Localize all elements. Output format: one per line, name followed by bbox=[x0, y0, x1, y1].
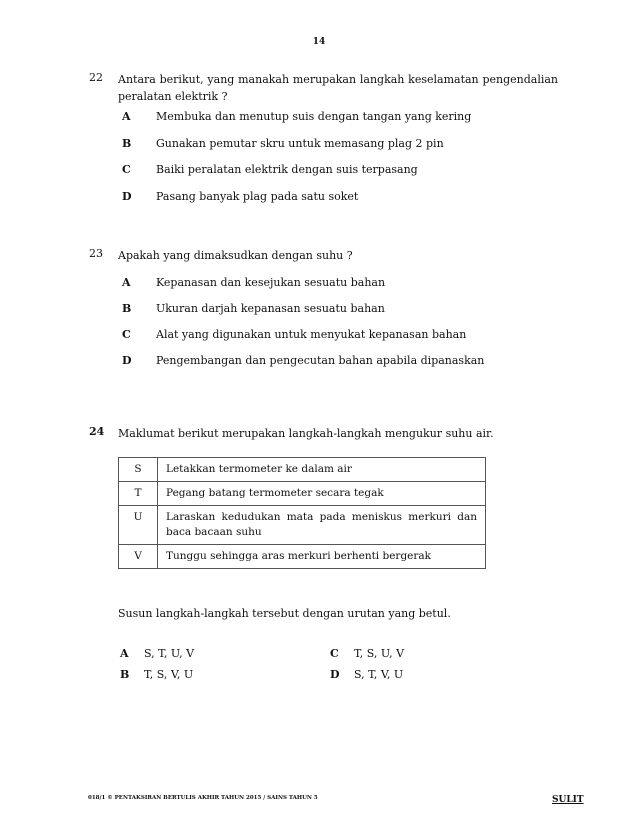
option-letter: B bbox=[122, 302, 132, 315]
question-23-text: Apakah yang dimaksudkan dengan suhu ? bbox=[118, 249, 353, 262]
option-text: Ukuran darjah kepanasan sesuatu bahan bbox=[156, 302, 385, 315]
answer-letter: A bbox=[120, 647, 129, 660]
option-letter: A bbox=[122, 110, 131, 123]
question-22-line-2: peralatan elektrik ? bbox=[118, 90, 228, 103]
table-row bbox=[119, 482, 486, 506]
table-row bbox=[119, 545, 486, 569]
answer-text: S, T, U, V bbox=[144, 647, 195, 660]
question-24-answer-d bbox=[330, 668, 403, 681]
question-22-number: 22 bbox=[89, 71, 103, 84]
option-letter: B bbox=[122, 137, 132, 150]
step-label: T bbox=[119, 482, 158, 506]
table-row bbox=[119, 506, 486, 545]
answer-letter: D bbox=[330, 668, 340, 681]
option-text: Membuka dan menutup suis dengan tangan yang kering bbox=[156, 110, 472, 123]
page-number: 14 bbox=[312, 37, 326, 47]
question-22-line-1: Antara berikut, yang manakah merupakan langkah keselamatan pengendalian bbox=[118, 73, 558, 86]
question-23-number: 23 bbox=[89, 247, 103, 260]
step-text: Tunggu sehingga aras merkuri berhenti bergerak bbox=[158, 545, 486, 569]
question-24-number: 24 bbox=[89, 425, 105, 438]
answer-text: T, S, V, U bbox=[144, 668, 194, 681]
answer-text: S, T, V, U bbox=[354, 668, 404, 681]
option-letter: A bbox=[122, 276, 131, 289]
option-text: Baiki peralatan elektrik dengan suis terpasang bbox=[156, 163, 418, 176]
step-label: U bbox=[119, 506, 158, 545]
step-label: S bbox=[119, 458, 158, 482]
footer-sulit: SULIT bbox=[552, 795, 584, 805]
question-24-instruction: Susun langkah-langkah tersebut dengan urutan yang betul. bbox=[118, 607, 451, 620]
answer-letter: B bbox=[120, 668, 130, 681]
answer-text: T, S, U, V bbox=[354, 647, 405, 660]
steps-table bbox=[118, 457, 486, 569]
option-text: Pengembangan dan pengecutan bahan apabila dipanaskan bbox=[156, 354, 485, 367]
question-24-text: Maklumat berikut merupakan langkah-langkah mengukur suhu air. bbox=[118, 427, 494, 440]
option-text: Kepanasan dan kesejukan sesuatu bahan bbox=[156, 276, 386, 289]
step-text: Pegang batang termometer secara tegak bbox=[158, 482, 486, 506]
question-24-answer-a bbox=[120, 647, 194, 660]
option-letter: C bbox=[122, 163, 131, 176]
question-24-answer-b bbox=[120, 668, 193, 681]
option-letter: D bbox=[122, 190, 132, 203]
answer-letter: C bbox=[330, 647, 339, 660]
footer-text: 018/1 © PENTAKSIRAN BERTULIS AKHIR TAHUN 2015 / SAINS TAHUN 5 bbox=[88, 795, 318, 801]
option-text: Pasang banyak plag pada satu soket bbox=[156, 190, 359, 203]
step-text: Letakkan termometer ke dalam air bbox=[158, 458, 486, 482]
step-text: Laraskan kedudukan mata pada meniskus merkuri dan baca bacaan suhu bbox=[158, 506, 486, 545]
question-24-answer-c bbox=[330, 647, 404, 660]
option-letter: D bbox=[122, 354, 132, 367]
table-row bbox=[119, 458, 486, 482]
option-letter: C bbox=[122, 328, 131, 341]
option-text: Gunakan pemutar skru untuk memasang plag 2 pin bbox=[156, 137, 444, 150]
step-label: V bbox=[119, 545, 158, 569]
option-text: Alat yang digunakan untuk menyukat kepanasan bahan bbox=[156, 328, 467, 341]
